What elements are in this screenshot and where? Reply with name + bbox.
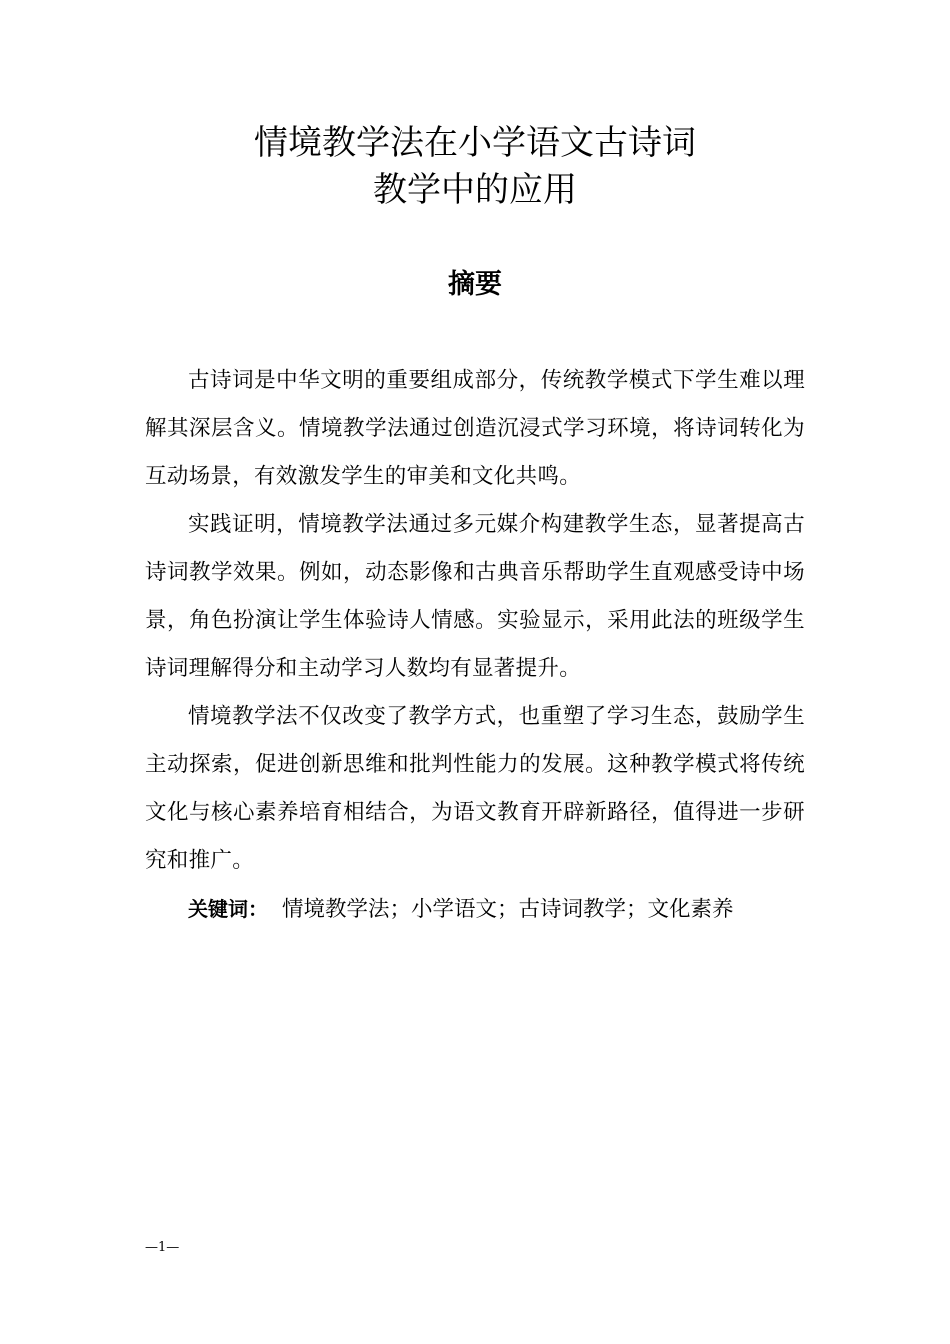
abstract-paragraph-3: 情境教学法不仅改变了教学方式，也重塑了学习生态，鼓励学生主动探索，促进创新思维和批判性能力的发展。这种教学模式将传统文化与核心素养培育相结合，为语文教育开辟新路径，值得进一步研究和推广。 [145,704,805,873]
document-title-line-2: 教学中的应用 [373,170,577,210]
keywords-label: 关键词： [188,897,268,921]
keywords-list: 情境教学法；小学语文；古诗词教学；文化素养 [282,897,734,922]
abstract-paragraph-2: 实践证明，情境教学法通过多元媒介构建教学生态，显著提高古诗词教学效果。例如，动态影像和古典音乐帮助学生直观感受诗中场景，角色扮演让学生体验诗人情感。实验显示，采用此法的班级学生诗词理解得分和主动学习人数均有显著提升。 [145,512,805,681]
document-title-line-1: 情境教学法在小学语文古诗词 [254,123,696,163]
keywords-line [145,885,805,934]
abstract-body [145,357,805,934]
abstract-paragraph-1: 古诗词是中华文明的重要组成部分，传统教学模式下学生难以理解其深层含义。情境教学法通过创造沉浸式学习环境，将诗词转化为互动场景，有效激发学生的审美和文化共鸣。 [145,368,805,489]
page-number: —1— [145,1240,180,1255]
abstract-heading: 摘要 [448,269,502,300]
